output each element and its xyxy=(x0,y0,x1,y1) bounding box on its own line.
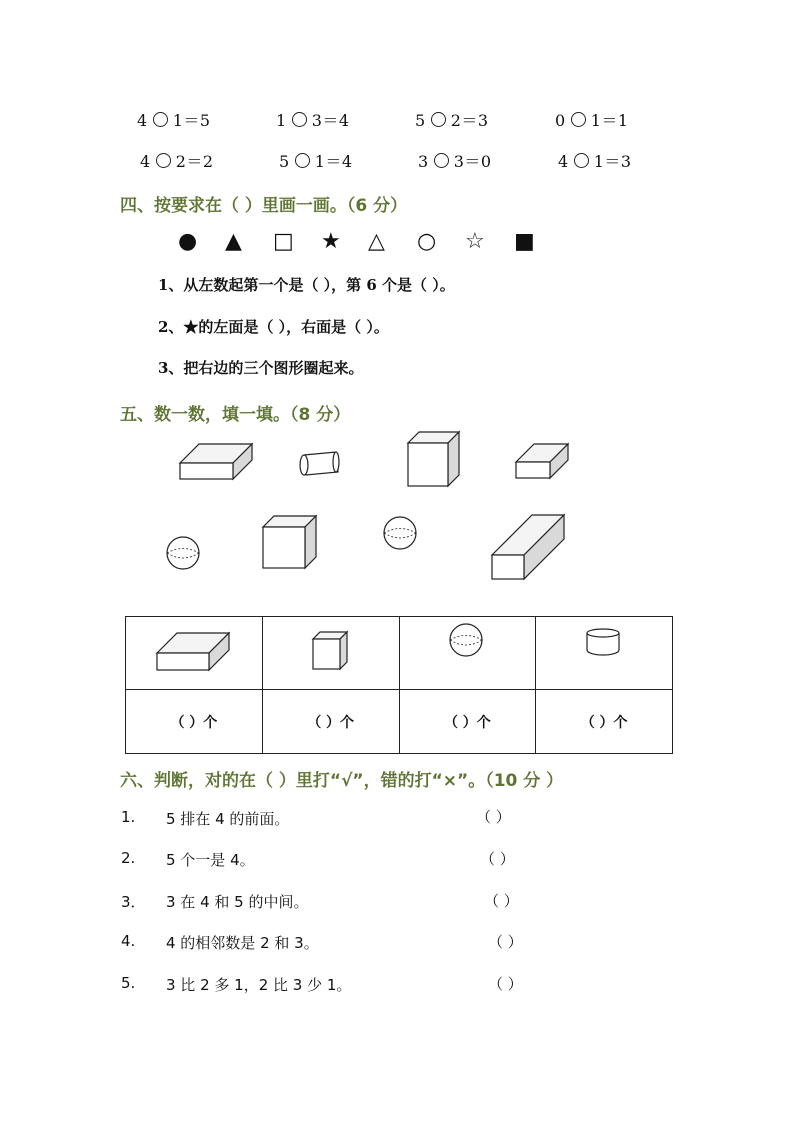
answer-paren[interactable]: （ ） xyxy=(484,892,519,910)
section5-heading: 五、数一数，填一填。（8 分） xyxy=(120,405,351,425)
equation-8 xyxy=(558,149,632,172)
equation-right: 1＝1 xyxy=(590,111,629,130)
compare-circle[interactable] xyxy=(295,153,310,168)
compare-circle[interactable] xyxy=(574,153,589,168)
answer-paren[interactable]: （ ） xyxy=(488,933,523,951)
answer-paren[interactable]: （ ） xyxy=(488,975,523,993)
white-star-icon: ☆ xyxy=(465,229,485,254)
black-star-icon: ★ xyxy=(321,229,341,254)
section4-question-1: 1、从左数起第一个是（ ），第 6 个是（ ）。 xyxy=(158,276,455,294)
equation-right: 1＝5 xyxy=(172,111,211,130)
equation-right: 2＝3 xyxy=(450,111,489,130)
white-square-icon: □ xyxy=(273,229,294,254)
equation-left: 5 xyxy=(279,152,290,171)
sphere-icon xyxy=(383,516,419,552)
answer-cell[interactable]: （ ）个 xyxy=(126,690,263,754)
compare-circle[interactable] xyxy=(431,112,446,127)
compare-circle[interactable] xyxy=(156,153,171,168)
equation-left: 3 xyxy=(418,152,429,171)
equation-1 xyxy=(137,108,211,131)
section4-question-3: 3、把右边的三个图形圈起来。 xyxy=(158,359,364,377)
cylinder-icon xyxy=(298,450,344,478)
equation-left: 4 xyxy=(140,152,151,171)
equation-left: 1 xyxy=(276,111,287,130)
equation-4 xyxy=(555,108,629,131)
answer-cell[interactable]: （ ）个 xyxy=(262,690,399,754)
section6-heading: 六、判断，对的在（ ）里打“√”，错的打“×”。（10 分 ） xyxy=(120,771,564,791)
equation-5 xyxy=(140,149,214,172)
equation-right: 3＝0 xyxy=(453,152,492,171)
cylinder-icon xyxy=(586,628,622,658)
equation-right: 2＝2 xyxy=(175,152,214,171)
judge-item-text: 3 比 2 多 1，2 比 3 少 1。 xyxy=(166,976,352,994)
judge-item-text: 4 的相邻数是 2 和 3。 xyxy=(166,934,319,952)
compare-circle[interactable] xyxy=(292,112,307,127)
compare-circle[interactable] xyxy=(434,153,449,168)
equation-right: 3＝4 xyxy=(311,111,350,130)
equation-left: 0 xyxy=(555,111,566,130)
answer-paren[interactable]: （ ） xyxy=(480,850,515,868)
table-cell xyxy=(399,617,536,690)
equation-left: 4 xyxy=(558,152,569,171)
white-circle-icon: ○ xyxy=(417,229,437,254)
judge-item-number: 5. xyxy=(121,974,136,992)
equation-left: 4 xyxy=(137,111,148,130)
judge-item-number: 1. xyxy=(121,808,136,826)
cube-icon xyxy=(408,432,462,488)
equation-6 xyxy=(279,149,353,172)
sphere-icon xyxy=(166,536,202,572)
section4-heading: 四、按要求在（ ）里画一画。（6 分） xyxy=(120,196,408,216)
judge-item-number: 3． xyxy=(121,893,146,911)
section4-question-2: 2、★的左面是（ ），右面是（ ）。 xyxy=(158,318,389,336)
flat-cuboid-icon xyxy=(180,444,254,480)
equation-2 xyxy=(276,108,350,131)
black-triangle-icon: ▲ xyxy=(225,229,242,254)
judge-item-text: 5 个一是 4。 xyxy=(166,851,255,869)
table-cell xyxy=(262,617,399,690)
equation-right: 1＝3 xyxy=(593,152,632,171)
answer-paren[interactable]: （ ） xyxy=(476,808,511,826)
equation-3 xyxy=(415,108,489,131)
table-cell xyxy=(536,617,673,690)
equation-right: 1＝4 xyxy=(314,152,353,171)
long-cuboid-icon xyxy=(492,515,566,583)
equation-7 xyxy=(418,149,492,172)
compare-circle[interactable] xyxy=(571,112,586,127)
judge-item-text: 3 在 4 和 5 的中间。 xyxy=(166,893,309,911)
table-cell xyxy=(126,617,263,690)
answer-cell[interactable]: （ ）个 xyxy=(399,690,536,754)
white-triangle-icon: △ xyxy=(368,229,385,254)
flat-cuboid-icon xyxy=(157,632,231,670)
cube-icon xyxy=(313,632,349,670)
answer-cell[interactable]: （ ）个 xyxy=(536,690,673,754)
sphere-icon xyxy=(449,623,485,659)
black-square-icon: ■ xyxy=(514,229,535,254)
judge-item-text: 5 排在 4 的前面。 xyxy=(166,810,290,828)
black-circle-icon: ● xyxy=(178,229,198,254)
cube-icon xyxy=(263,516,319,572)
equation-left: 5 xyxy=(415,111,426,130)
judge-item-number: 4. xyxy=(121,932,136,950)
shape-count-table xyxy=(125,616,673,754)
small-cuboid-icon xyxy=(516,444,570,480)
judge-item-number: 2. xyxy=(121,849,136,867)
compare-circle[interactable] xyxy=(153,112,168,127)
